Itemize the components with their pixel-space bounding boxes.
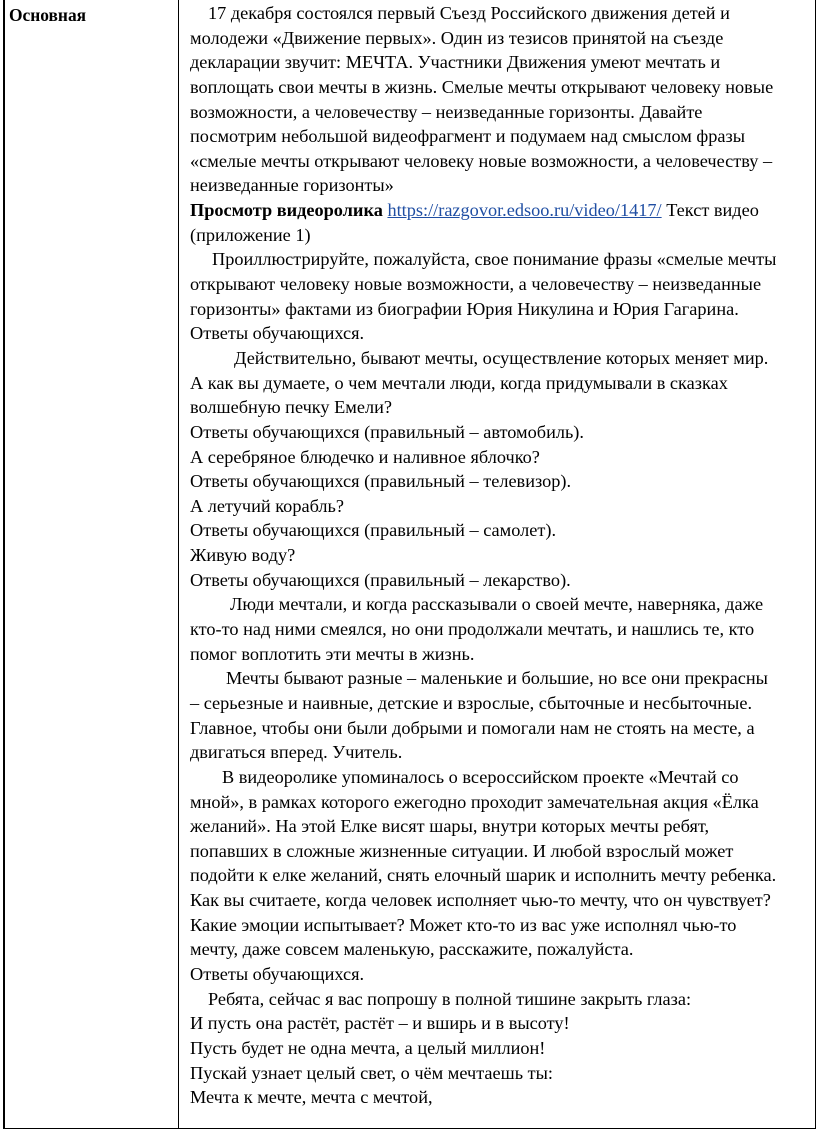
text-line: Люди мечтали, и когда рассказывали о своей мечте, наверняка, даже	[230, 594, 764, 615]
text-line: Ответы обучающихся (правильный – лекарство).	[190, 569, 571, 590]
text-line: Ответы обучающихся.	[190, 963, 365, 984]
poem-line: Мечта к мечте, мечта с мечтой,	[190, 1087, 433, 1108]
text-line: горизонты» фактами из биографии Юрия Никулина и Юрия Гагарина.	[190, 298, 739, 319]
text-line: А летучий корабль?	[190, 495, 344, 516]
text-line: подойти к елке желаний, снять елочный шарик и исполнить мечту ребенка.	[190, 865, 777, 886]
text-line: А серебряное блюдечко и наливное яблочко?	[190, 446, 540, 467]
text-line: Ответы обучающихся (правильный – телевизор).	[190, 471, 572, 492]
video-label: Просмотр видеоролика	[190, 200, 383, 221]
content-cell	[179, 0, 815, 1128]
text-line: Живую воду?	[190, 545, 296, 566]
text-line: Мечты бывают разные – маленькие и большие, но все они прекрасны	[226, 668, 768, 689]
text-line: кто-то над ними смеялся, но они продолжали мечтать, и нашлись те, кто	[190, 619, 755, 640]
text-line: 17 декабря состоялся первый Съезд Российского движения детей и	[208, 3, 730, 23]
text-line: «смелые мечты открывают человеку новые возможности, а человечеству –	[190, 150, 773, 171]
text-line: Действительно, бывают мечты, осуществление которых меняет мир.	[234, 347, 769, 368]
text-line: В видеоролике упоминалось о всероссийском проекте «Мечтай со	[222, 766, 739, 787]
text-line: Какие эмоции испытывает? Может кто-то из вас уже исполнял чью-то	[190, 914, 737, 935]
text-line: неизведанные горизонты»	[190, 175, 394, 196]
stage-cell	[5, 0, 179, 1128]
text-line: Ответы обучающихся.	[190, 323, 365, 344]
poem-line: Пускай узнает целый свет, о чём мечтаешь ты:	[190, 1062, 553, 1083]
text-line: (приложение 1)	[190, 224, 311, 245]
text-line: попавших в сложные жизненные ситуации. И любой взрослый может	[190, 840, 734, 861]
text-line: Ответы обучающихся (правильный – самолет).	[190, 520, 557, 541]
text-line: возможности, а человечеству – неизведанные горизонты. Давайте	[190, 101, 703, 122]
text-line: волшебную печку Емели?	[190, 397, 393, 418]
text-line: декларации звучит: МЕЧТА. Участники Движения умеют мечтать и	[190, 52, 721, 73]
text-line: – серьезные и наивные, детские и взрослые, сбыточные и несбыточные.	[190, 692, 753, 713]
text-line: Ребята, сейчас я вас попрошу в полной тишине закрыть глаза:	[208, 988, 692, 1009]
poem-line: Пусть будет не одна мечта, а целый миллион!	[190, 1037, 546, 1058]
video-link[interactable]: https://razgovor.edsoo.ru/video/1417/	[387, 200, 662, 221]
text-line: мной», в рамках которого ежегодно проходит замечательная акция «Ёлка	[190, 791, 759, 812]
text-line: помог воплотить эти мечты в жизнь.	[190, 643, 475, 664]
text-line: А как вы думаете, о чем мечтали люди, когда придумывали в сказках	[190, 372, 728, 393]
text-line: воплощать свои мечты в жизнь. Смелые мечты открывают человеку новые	[190, 76, 774, 97]
video-line	[190, 198, 809, 223]
text-line: Главное, чтобы они были добрыми и помогали нам не стоять на месте, а	[190, 717, 755, 738]
poem-line: И пусть она растёт, растёт – и вширь и в высоту!	[190, 1013, 570, 1034]
text-line: Проиллюстрируйте, пожалуйста, свое понимание фразы «смелые мечты	[212, 249, 777, 270]
text-line: открывают человеку новые возможности, а человечеству – неизведанные	[190, 274, 762, 295]
text-line: желаний». На этой Елке висят шары, внутри которых мечты ребят,	[190, 816, 710, 837]
text-line: посмотрим небольшой видеофрагмент и подумаем над смыслом фразы	[190, 126, 745, 147]
lesson-table	[3, 0, 816, 1129]
text-line: молодежи «Движение первых». Один из тезисов принятой на съезде	[190, 27, 724, 48]
text-line: Ответы обучающихся (правильный – автомобиль).	[190, 421, 584, 442]
text-line: двигаться вперед. Учитель.	[190, 742, 403, 763]
text-line: Как вы считаете, когда человек исполняет чью-то мечту, что он чувствует?	[190, 890, 771, 911]
stage-label: Основная	[9, 5, 87, 25]
video-text: Текст видео	[661, 200, 759, 221]
text-line: мечту, даже совсем маленькую, расскажите, пожалуйста.	[190, 939, 634, 960]
